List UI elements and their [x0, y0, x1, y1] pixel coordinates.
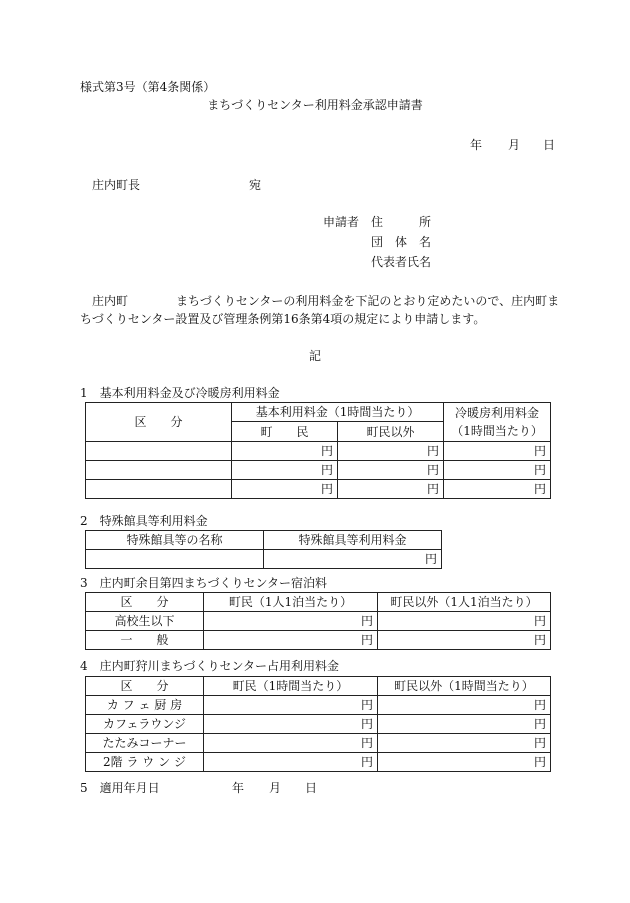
- s1-row3-nonresident-yen[interactable]: 円: [338, 480, 444, 499]
- table-row: [86, 461, 551, 480]
- section4-heading: 4 庄内町狩川まちづくりセンター占用利用料金: [80, 659, 340, 673]
- s4-row4-name: 2階 ラ ウ ン ジ: [86, 753, 204, 772]
- s3-row2-nonresident-yen[interactable]: 円: [378, 631, 551, 650]
- s1-header-basic: 基本利用料金（1時間当たり）: [232, 403, 444, 422]
- s4-row2-resident-yen[interactable]: 円: [204, 715, 378, 734]
- document-title: まちづくりセンター利用料金承認申請書: [207, 98, 423, 112]
- applicant-address-label: 住 所: [371, 215, 432, 229]
- table-row: [86, 715, 551, 734]
- s4-row3-nonresident-yen[interactable]: 円: [378, 734, 551, 753]
- s1-header-cooling-line2: （1時間当たり）: [451, 424, 543, 438]
- addressee-suffix: 宛: [249, 178, 262, 192]
- table-row: [86, 631, 551, 650]
- s1-row3-cooling-yen[interactable]: 円: [444, 480, 551, 499]
- s4-row1-name: カ フ ェ 厨 房: [86, 696, 204, 715]
- addressee-name: 庄内町長: [92, 178, 141, 192]
- table-row: [86, 550, 442, 569]
- section5-heading: 5 適用年月日: [80, 781, 160, 795]
- s4-row3-resident-yen[interactable]: 円: [204, 734, 378, 753]
- table-row: [86, 696, 551, 715]
- s1-header-resident: 町 民: [232, 422, 338, 442]
- s1-header-kubun: 区 分: [86, 403, 232, 442]
- section2-table: [85, 530, 442, 569]
- section5-year-label: 年: [232, 781, 245, 795]
- date-year-label: 年: [470, 138, 483, 152]
- section1-heading: 1 基本利用料金及び冷暖房利用料金: [80, 386, 280, 400]
- s3-row1-nonresident-yen[interactable]: 円: [378, 612, 551, 631]
- s1-header-nonresident: 町民以外: [338, 422, 444, 442]
- s1-row2-cooling-yen[interactable]: 円: [444, 461, 551, 480]
- ki-heading: 記: [308, 349, 321, 363]
- s4-row1-nonresident-yen[interactable]: 円: [378, 696, 551, 715]
- s2-row1-yen[interactable]: 円: [264, 550, 442, 569]
- date-day-label: 日: [543, 138, 556, 152]
- s3-header-resident: 町民（1人1泊当たり）: [204, 593, 378, 612]
- s4-row4-nonresident-yen[interactable]: 円: [378, 753, 551, 772]
- table-row: [86, 480, 551, 499]
- date-month-label: 月: [508, 138, 521, 152]
- s4-header-kubun: 区 分: [86, 677, 204, 696]
- applicant-group-label: 団 体 名: [371, 235, 432, 249]
- s4-header-resident: 町民（1時間当たり）: [204, 677, 378, 696]
- s1-row3-resident-yen[interactable]: 円: [232, 480, 338, 499]
- s4-row1-resident-yen[interactable]: 円: [204, 696, 378, 715]
- s3-row1-name: 高校生以下: [86, 612, 204, 631]
- applicant-rep-label: 代表者氏名: [371, 255, 432, 269]
- section3-heading: 3 庄内町余目第四まちづくりセンター宿泊料: [80, 576, 328, 590]
- s1-row2-resident-yen[interactable]: 円: [232, 461, 338, 480]
- table-row: [86, 612, 551, 631]
- form-number-label: 様式第3号（第4条関係）: [80, 80, 216, 94]
- s2-header-fee: 特殊館具等利用料金: [264, 531, 442, 550]
- section1-table: [85, 402, 551, 499]
- s1-row1-resident-yen[interactable]: 円: [232, 442, 338, 461]
- s1-header-cooling-line1: 冷暖房利用料金: [455, 406, 540, 420]
- s3-row2-name: 一 般: [86, 631, 204, 650]
- s4-row3-name: たたみコーナー: [86, 734, 204, 753]
- table-row: [86, 734, 551, 753]
- table-row: [86, 753, 551, 772]
- s1-row3-name[interactable]: [86, 480, 232, 499]
- section5-month-label: 月: [269, 781, 282, 795]
- s1-row1-name[interactable]: [86, 442, 232, 461]
- s3-row2-resident-yen[interactable]: 円: [204, 631, 378, 650]
- body-text-line-2: ちづくりセンター設置及び管理条例第16条第4項の規定により申請します。: [80, 312, 486, 326]
- section2-heading: 2 特殊館具等利用料金: [80, 514, 208, 528]
- s4-row2-name: カフェラウンジ: [86, 715, 204, 734]
- s4-row4-resident-yen[interactable]: 円: [204, 753, 378, 772]
- section5-day-label: 日: [305, 781, 318, 795]
- body-text-line-1: 庄内町 まちづくりセンターの利用料金を下記のとおり定めたいので、庄内町ま: [92, 294, 560, 308]
- section4-table: [85, 676, 551, 772]
- s1-row2-name[interactable]: [86, 461, 232, 480]
- s1-row1-nonresident-yen[interactable]: 円: [338, 442, 444, 461]
- s2-row1-name[interactable]: [86, 550, 264, 569]
- table-row: [86, 442, 551, 461]
- applicant-label: 申請者: [323, 215, 360, 229]
- s3-header-nonresident: 町民以外（1人1泊当たり）: [378, 593, 551, 612]
- section3-table: [85, 592, 551, 650]
- s3-header-kubun: 区 分: [86, 593, 204, 612]
- s1-row2-nonresident-yen[interactable]: 円: [338, 461, 444, 480]
- s4-header-nonresident: 町民以外（1時間当たり）: [378, 677, 551, 696]
- s1-header-cooling: [444, 403, 551, 442]
- s4-row2-nonresident-yen[interactable]: 円: [378, 715, 551, 734]
- s1-row1-cooling-yen[interactable]: 円: [444, 442, 551, 461]
- s2-header-name: 特殊館具等の名称: [86, 531, 264, 550]
- s3-row1-resident-yen[interactable]: 円: [204, 612, 378, 631]
